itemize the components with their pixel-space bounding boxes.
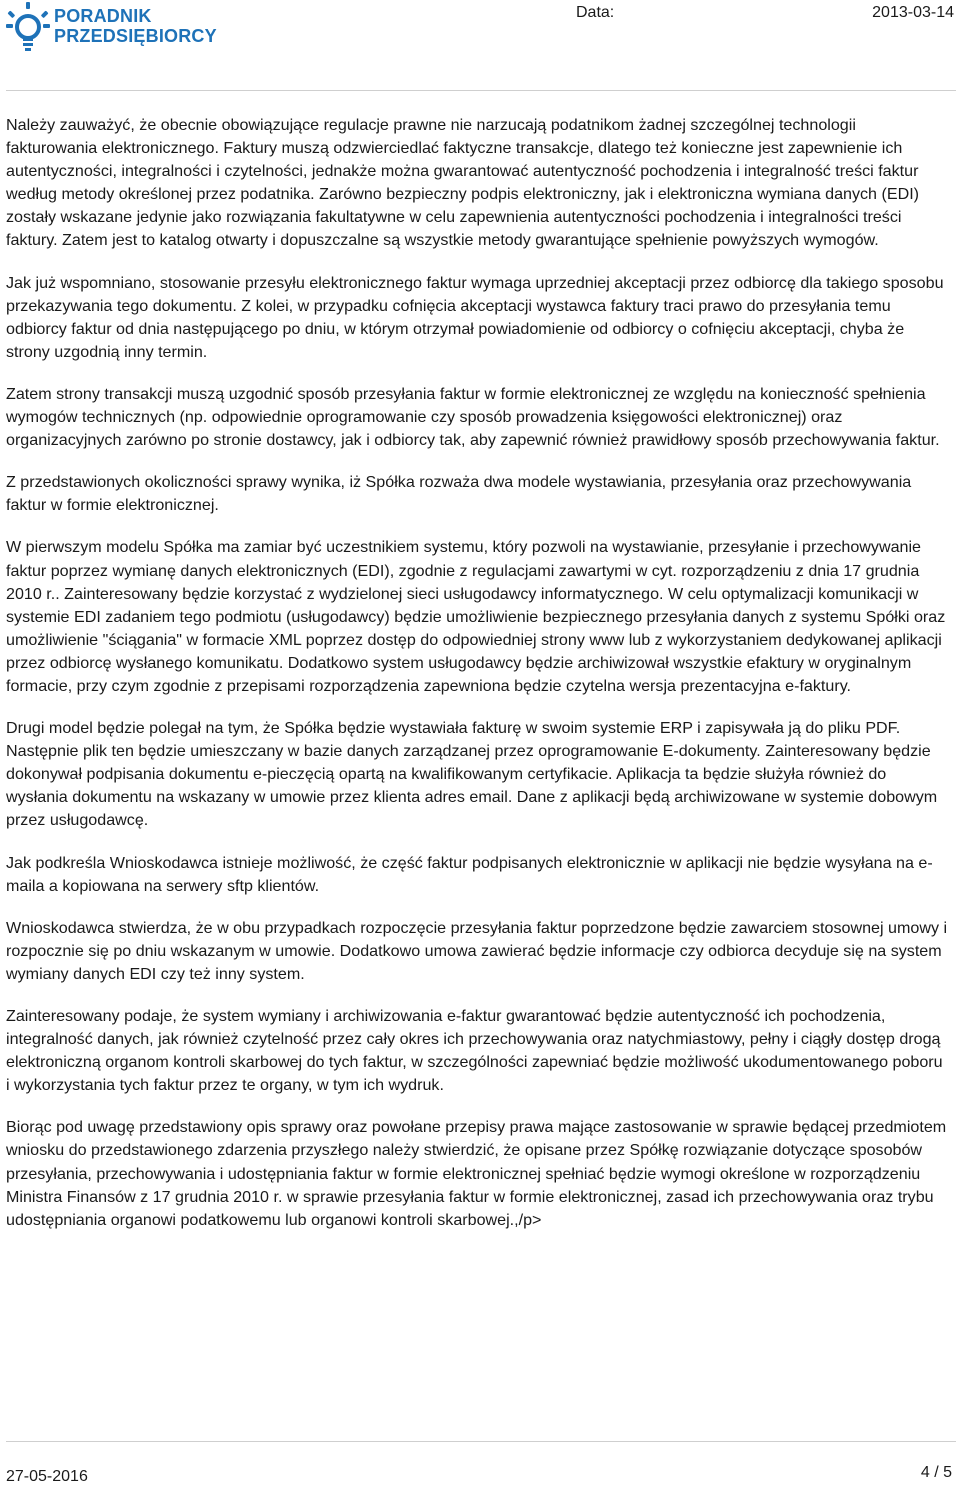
paragraph: Zainteresowany podaje, że system wymiany i archiwizowania e-faktur gwarantować będzie autentyczność ich pochodzenia, integralność danych, jak również czytelność przez cały okres ich przechowywania oraz natychmiastowy, pełny i ciągły dostęp drogą elektroniczną organom kontroli skarbowej do tych faktur, w szczególności zapewniać będzie możliwość ukodumentowanego poboru i wykorzystania tych faktur przez te organy, w tym ich wydruk.: [6, 1007, 943, 1095]
footer-divider: [6, 1441, 956, 1442]
page-number: 4 / 5: [920, 1464, 952, 1481]
logo-line-2: PRZEDSIĘBIORCY: [54, 26, 217, 46]
paragraph: Biorąc pod uwagę przedstawiony opis sprawy oraz powołane przepisy prawa mające zastosowanie w sprawie będącej przedmiotem wniosku do przedstawionego zdarzenia przyszłego należy stwierdzić, że opisane przez Spółkę rozwiązanie dotyczące sposobów przesyłania, przechowywania i udostępniania faktur w formie elektronicznej spełniać będzie wymogi określone w rozporządzeniu Ministra Finansów z 17 grudnia 2010 r. w sprawie przesyłania faktur w formie elektronicznej, zasad ich przechowywania oraz trybu udostępniania organowi podatkowemu lub organowi kontroli skarbowej.,/p>: [6, 1118, 947, 1229]
logo: [6, 2, 246, 54]
paragraph: Drugi model będzie polegał na tym, że Spółka będzie wystawiała fakturę w swoim systemie ERP i zapisywała ją do pliku PDF. Następnie plik ten będzie umieszczany w bazie danych zarządzanej przez oprogramowanie E-dokumenty. Zainteresowany będzie dokonywał podpisania dokumentu e-pieczęcią opartą na kwalifikowanym certyfikacie. Aplikacja ta będzie służyła również do wysłania dokumentu na wskazany w umowie przez klienta adres email. Dane z aplikacji będą archiwizowane w systemie dobowym przez usługodawcę.: [6, 719, 938, 830]
date-value: 2013-03-14: [872, 4, 954, 21]
paragraph: Jak już wspomniano, stosowanie przesyłu elektronicznego faktur wymaga uprzedniej akceptacji przez odbiorcę dla takiego sposobu przekazywania tego dokumentu. Z kolei, w przypadku cofnięcia akceptacji wystawca faktury traci prawo do przesyłania temu odbiorcy faktur od dnia następującego po dniu, w którym otrzymał powiadomienie od odbiorcy o cofnięciu akceptacji, chyba że strony uzgodnią inny termin.: [6, 273, 944, 361]
paragraph: W pierwszym modelu Spółka ma zamiar być uczestnikiem systemu, który pozwoli na wystawianie, przesyłanie i przechowywanie faktur poprzez wymianę danych elektronicznych (EDI), zgodnie z regulacjami zawartymi w cyt. rozporządzeniu z dnia 17 grudnia 2010 r.. Zainteresowany będzie korzystać z wydzielonej sieci usługodawcy informatycznego. W celu optymalizacji komunikacji w systemie EDI zadaniem tego podmiotu (usługodawcy) będzie umożliwienie bezpiecznego przesyłania danych z systemu Spółki oraz umożliwienie "ściągania" w formacie XML poprzez dostęp do odpowiedniej strony www lub z wykorzystaniem dedykowanej aplikacji przez odbiorcę wysłanego komunikatu. Dodatkowo system usługodawcy będzie archiwizował wszystkie efaktury w oryginalnym formacie, przy czym zgodnie z przepisami rozporządzenia zapewniona będzie czytelna wersja prezentacyjna e-faktury.: [6, 538, 946, 695]
date-label: Data:: [576, 4, 615, 21]
paragraph: Należy zauważyć, że obecnie obowiązujące regulacje prawne nie narzucają podatnikom żadnej szczególnej technologii fakturowania elektronicznego. Faktury muszą odzwierciedlać faktyczne transakcje, dlatego też konieczne jest zapewnienie ich autentyczności, integralności i czytelności, jednakże można gwarantować autentyczność pochodzenia i integralność treści faktur według metody określonej przez podatnika. Zarówno bezpieczny podpis elektroniczny, jak i elektroniczna wymiana danych (EDI) zostały wskazane jedynie jako rozwiązania fakultatywne w celu zapewnienia autentyczności pochodzenia i integralności treści faktury. Zatem jest to katalog otwarty i dopuszczalne są wszystkie metody gwarantujące spełnienie powyższych wymogów.: [6, 116, 920, 250]
paragraph: Zatem strony transakcji muszą uzgodnić sposób przesyłania faktur w formie elektronicznej ze względu na konieczność spełnienia wymogów technicznych (np. odpowiednie oprogramowanie czy sposób prowadzenia księgowości elektronicznej) oraz organizacyjnych zarówno po stronie dostawcy, jak i odbiorcy tak, aby zapewnić również prawidłowy sposób przechowywania faktur.: [6, 384, 940, 450]
footer-date: 27-05-2016: [6, 1468, 88, 1485]
paragraph: Z przedstawionych okoliczności sprawy wynika, iż Spółka rozważa dwa modele wystawiania, przesyłania oraz przechowywania faktur w formie elektronicznej.: [6, 473, 912, 515]
paragraph: Jak podkreśla Wnioskodawca istnieje możliwość, że część faktur podpisanych elektronicznie w aplikacji nie będzie wysyłana na e-maila a kopiowana na serwery sftp klientów.: [6, 853, 933, 895]
paragraph: Wnioskodawca stwierdza, że w obu przypadkach rozpoczęcie przesyłania faktur poprzedzone będzie zawarciem stosownej umowy i rozpocznie się po dniu wskazanym w umowie. Dodatkowo umowa zawierać będzie informacje czy odbiorca decyduje się na system wymiany danych EDI czy też inny system.: [6, 918, 948, 983]
article-body: [6, 114, 950, 1251]
logo-wordmark: [54, 6, 217, 46]
lightbulb-icon: [6, 2, 50, 52]
page-header: [0, 0, 960, 90]
logo-line-1: PORADNIK: [54, 6, 152, 26]
header-divider: [6, 90, 956, 91]
